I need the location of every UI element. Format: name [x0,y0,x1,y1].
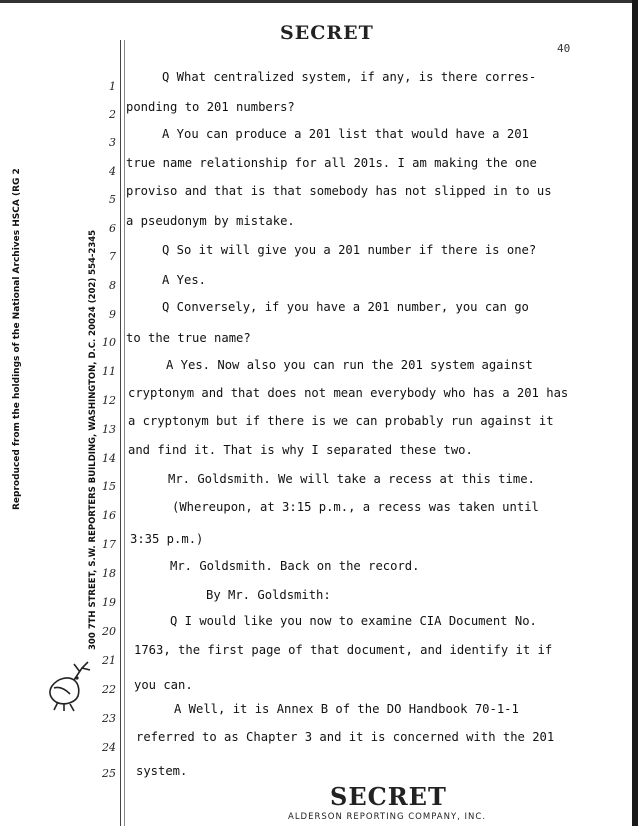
transcript-line: Q Conversely, if you have a 201 number, you can go [162,300,529,314]
transcript-line: ponding to 201 numbers? [126,100,295,114]
line-number: 21 [102,654,116,667]
line-number: 10 [102,336,116,349]
line-number: 20 [102,625,116,638]
reporter-address-text: 300 7TH STREET, S.W. REPORTERS BUILDING, WASHINGTON, D.C. 20024 (202) 554-2345 [88,229,98,650]
transcript-line: A You can produce a 201 list that would have a 201 [162,127,529,141]
line-number: 4 [109,165,116,178]
transcript-line: a cryptonym but if there is we can probably run against it [128,414,554,428]
transcript-line: (Whereupon, at 3:15 p.m., a recess was taken until [172,500,539,514]
transcript-line: referred to as Chapter 3 and it is concerned with the 201 [136,730,555,744]
line-number: 6 [109,222,116,235]
transcript-line: A Yes. [162,273,207,287]
transcript-line: you can. [134,678,193,692]
transcript-line: A Yes. Now also you can run the 201 system against [166,358,533,372]
line-number: 11 [102,365,116,378]
transcript-line: proviso and that is that somebody has not slipped in to us [126,184,552,198]
line-number: 17 [102,538,116,551]
transcript-line: and find it. That is why I separated these two. [128,443,473,457]
line-number: 8 [109,279,116,292]
line-number: 22 [102,683,116,696]
line-number: 1 [109,80,116,93]
classification-stamp-bottom: SECRET [330,782,447,811]
archive-notice [2,0,28,826]
archive-notice-text: Reproduced from the holdings of the National Archives HSCA (RG 2 [12,168,22,510]
line-number: 19 [102,596,116,609]
margin-rule-inner [124,40,125,826]
transcript-line: a pseudonym by mistake. [126,214,295,228]
line-number: 5 [109,193,116,206]
transcript-line: Q So it will give you a 201 number if there is one? [162,243,537,257]
line-number: 23 [102,712,116,725]
line-number: 14 [102,452,116,465]
line-number: 9 [109,308,116,321]
transcript-line: true name relationship for all 201s. I am making the one [126,156,537,170]
transcript-line: 1763, the first page of that document, and identify it if [134,643,553,657]
transcript-line: Q What centralized system, if any, is there corres- [162,70,537,84]
line-number: 24 [102,741,116,754]
line-number: 12 [102,394,116,407]
transcript-line: Q I would like you now to examine CIA Document No. [170,614,537,628]
line-number: 2 [109,108,116,121]
line-number: 15 [102,480,116,493]
line-number: 7 [109,250,116,263]
line-number: 18 [102,567,116,580]
line-number: 13 [102,423,116,436]
transcript-line: Mr. Goldsmith. We will take a recess at this time. [168,472,535,486]
transcript-line: to the true name? [126,331,251,345]
transcript-line: cryptonym and that does not mean everybody who has a 201 has [128,386,569,400]
transcript-line: 3:35 p.m.) [130,532,204,546]
deer-stamp-icon [44,656,96,712]
line-number: 3 [109,136,116,149]
transcript-line: system. [136,764,188,778]
transcript-line: A Well, it is Annex B of the DO Handbook 70-1-1 [174,702,519,716]
scan-right-edge [632,0,638,826]
reporting-company: ALDERSON REPORTING COMPANY, INC. [288,812,487,822]
line-number: 25 [102,767,116,780]
transcript-line: Mr. Goldsmith. Back on the record. [170,559,420,573]
page-number: 40 [557,42,571,55]
line-number: 16 [102,509,116,522]
classification-stamp-top: SECRET [280,22,374,44]
transcript-line: By Mr. Goldsmith: [206,588,331,602]
margin-rule [120,40,121,826]
